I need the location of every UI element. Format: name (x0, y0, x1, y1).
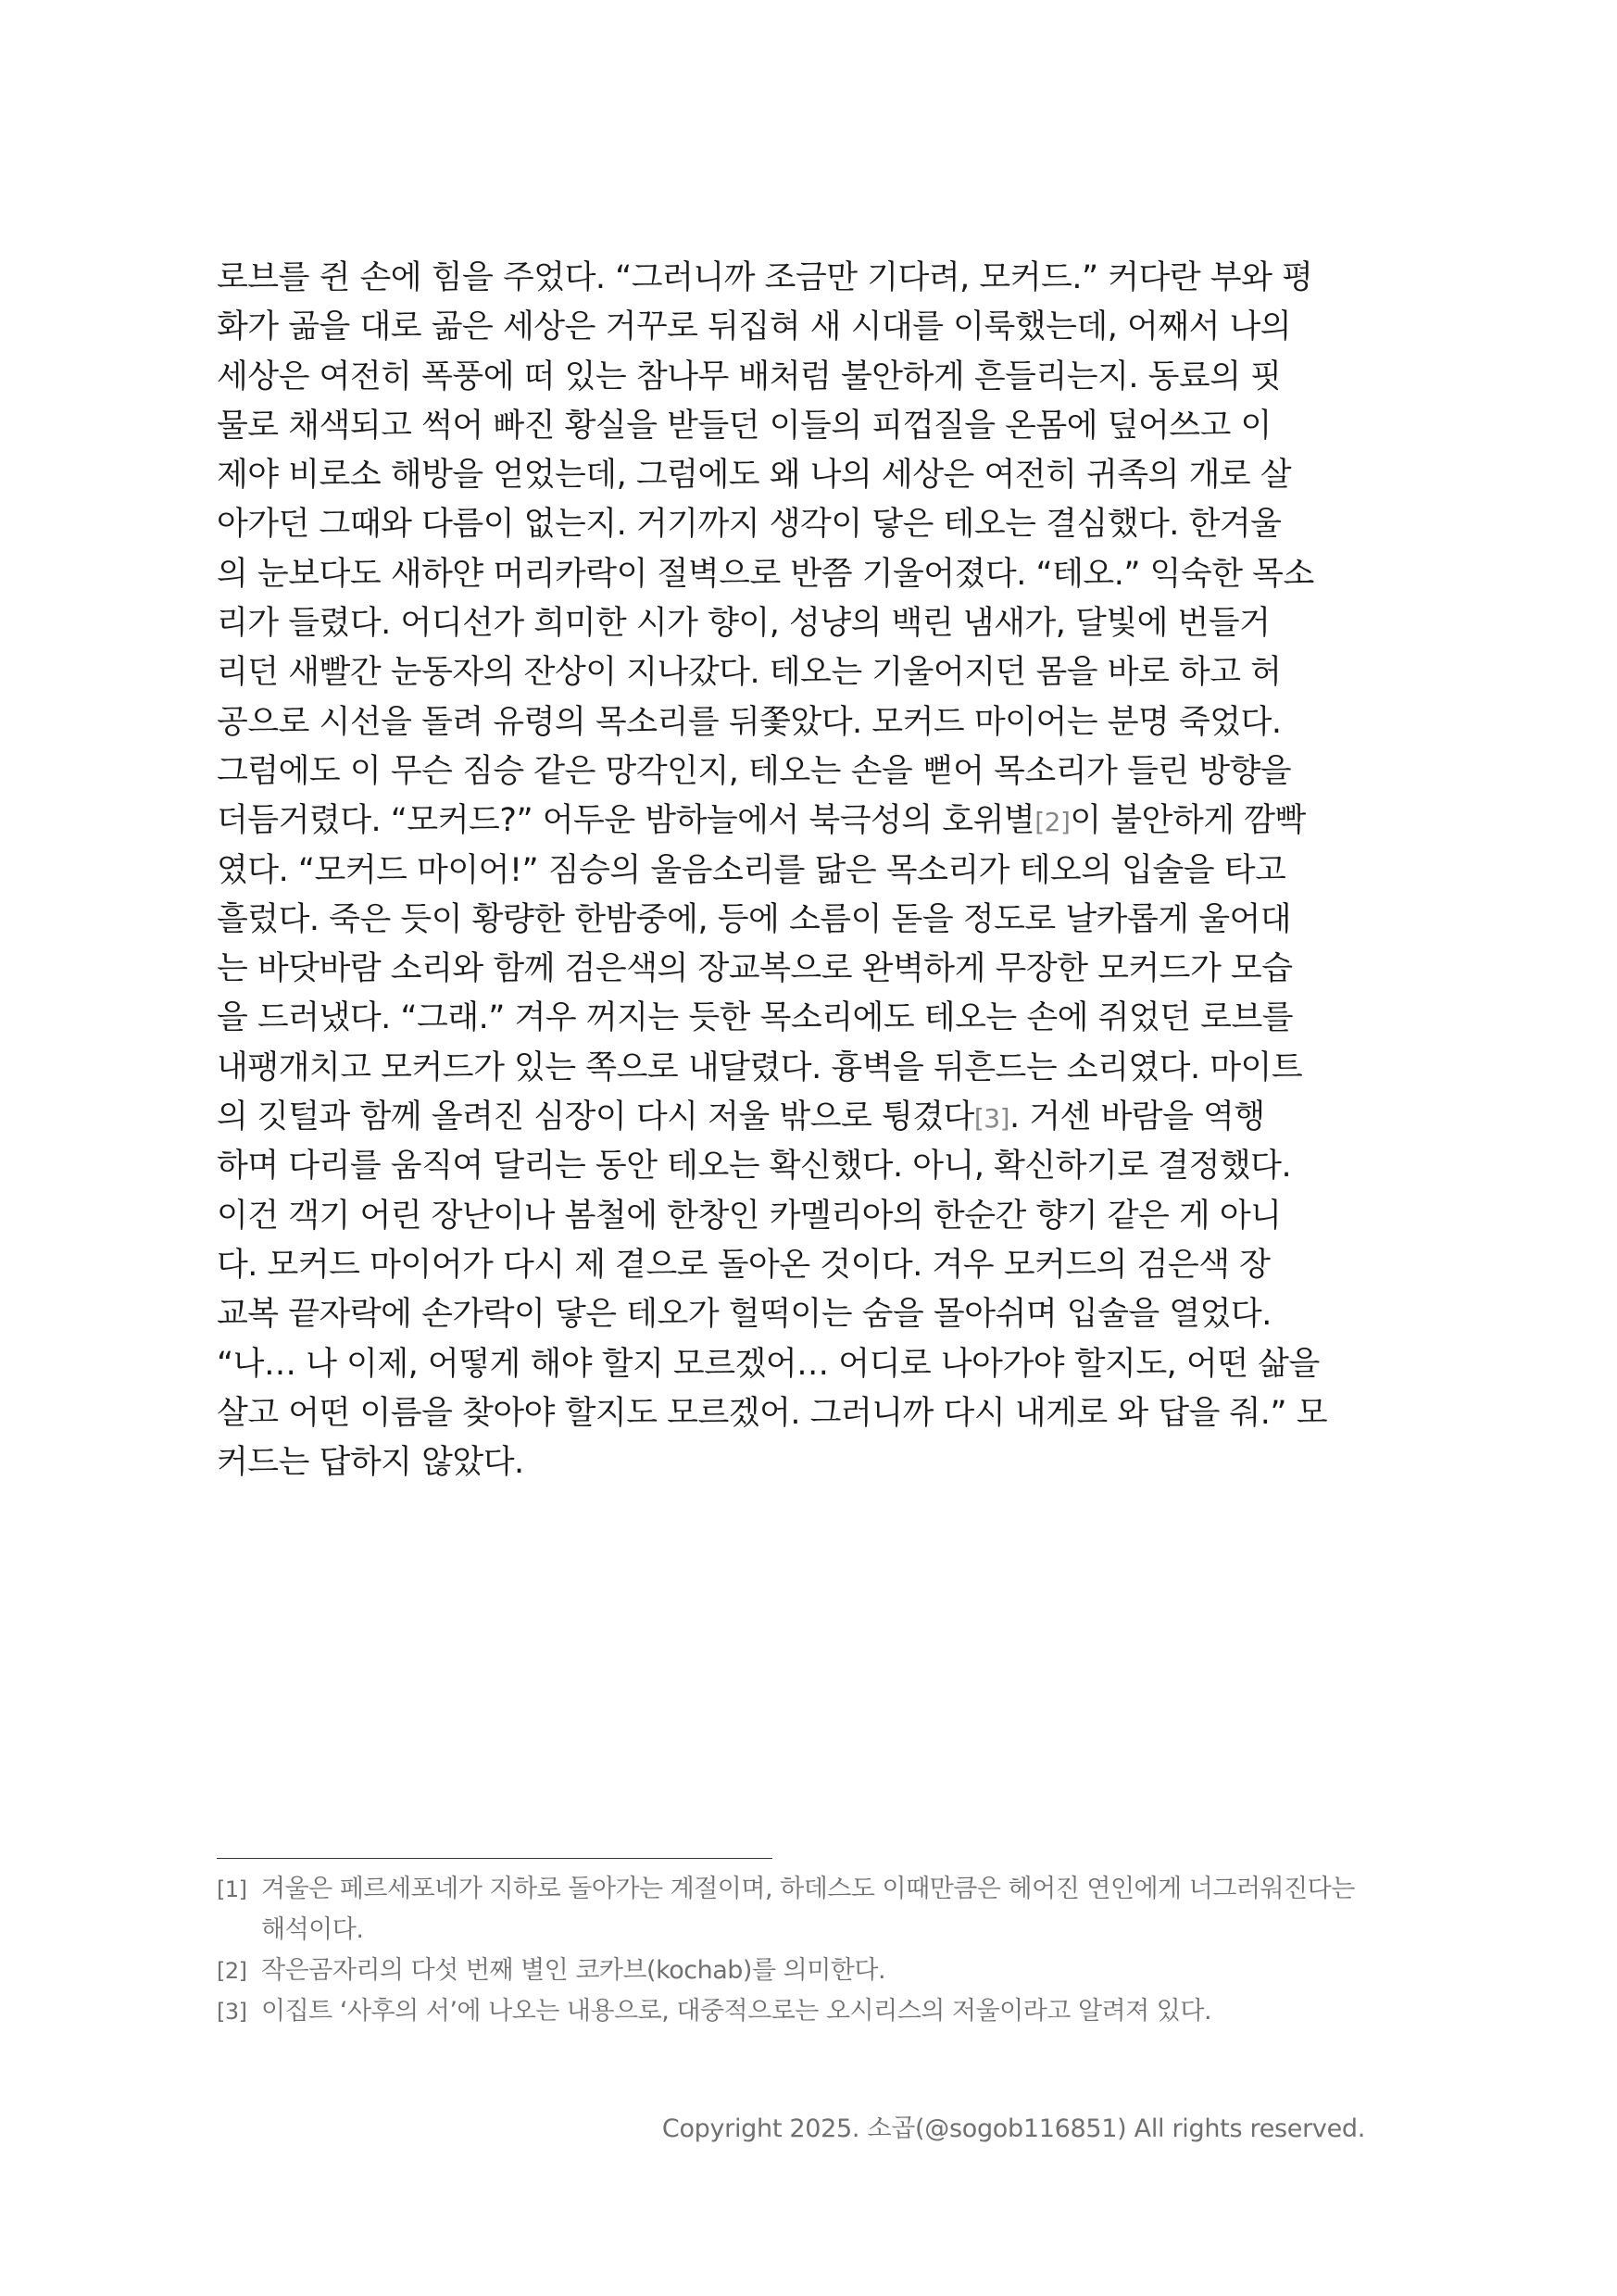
body-line-2: 화가 곪을 대로 곪은 세상은 거꾸로 뒤집혀 새 시대를 이룩했는데, 어째서 나의 (217, 308, 1292, 346)
body-line-3: 세상은 여전히 폭풍에 떠 있는 참나무 배처럼 불안하게 흔들리는지. 동료의 핏 (217, 358, 1282, 395)
body-line-10: 공으로 시선을 돌려 유령의 목소리를 뒤쫓았다. 모커드 마이어는 분명 죽었다. (217, 703, 1282, 741)
footnote-text: 겨울은 페르세포네가 지하로 돌아가는 계절이며, 하데스도 이때만큼은 헤어진 연인에게 너그러워진다는 해석이다. (261, 1875, 1355, 1944)
body-line-25: 커드는 답하지 않았다. (217, 1444, 524, 1482)
body-line-11: 그럼에도 이 무슨 짐승 같은 망각인지, 테오는 손을 뻗어 목소리가 들린 방향을 (217, 752, 1292, 790)
footnote-ref-3[interactable]: [3] (973, 1103, 1009, 1135)
body-line-8: 리가 들렸다. 어디선가 희미한 시가 향이, 성냥의 백린 냄새가, 달빛에 번들거 (217, 605, 1271, 643)
footnote-3 (217, 1991, 1365, 2032)
body-text (217, 254, 1365, 1487)
footnotes (217, 1869, 1365, 2032)
footnote-ref-2[interactable]: [2] (1034, 807, 1071, 838)
body-line-17: 내팽개치고 모커드가 있는 쪽으로 내달렸다. 흉벽을 뒤흔드는 소리였다. 마이트 (217, 1048, 1303, 1086)
footnote-number: [3] (217, 1999, 247, 2025)
body-line-1: 로브를 쥔 손에 힘을 주었다. “그러니까 조금만 기다려, 모커드.” 커다란 부와 평 (217, 259, 1313, 296)
body-line-15: 는 바닷바람 소리와 함께 검은색의 장교복으로 완벽하게 무장한 모커드가 모습 (217, 950, 1293, 988)
body-line-12-before: 더듬거렸다. “모커드?” 어두운 밤하늘에서 북극성의 호위별 (217, 802, 1035, 840)
body-line-9: 리던 새빨간 눈동자의 잔상이 지나갔다. 테오는 기울어지던 몸을 바로 하고 허 (217, 654, 1282, 692)
body-line-6: 아가던 그때와 다름이 없는지. 거기까지 생각이 닿은 테오는 결심했다. 한겨울 (217, 506, 1282, 544)
body-line-24: 살고 어떤 이름을 찾아야 할지도 모르겠어. 그러니까 다시 내게로 와 답을 줘.” 모 (217, 1394, 1328, 1432)
footnote-text: 이집트 ‘사후의 서’에 나오는 내용으로, 대중적으로는 오시리스의 저울이라고 알려져 있다. (261, 1997, 1212, 2026)
body-line-4: 물로 채색되고 썩어 빠진 황실을 받들던 이들의 피껍질을 온몸에 덮어쓰고 이 (217, 407, 1272, 445)
body-line-16: 을 드러냈다. “그래.” 겨우 꺼지는 듯한 목소리에도 테오는 손에 쥐었던 로브를 (217, 999, 1294, 1037)
body-line-12 (217, 797, 1365, 846)
footnote-text: 작은곰자리의 다섯 번째 별인 코카브(kochab)를 의미한다. (261, 1956, 886, 1985)
body-line-20: 이건 객기 어린 장난이나 봄철에 한창인 카멜리아의 한순간 향기 같은 게 아니 (217, 1197, 1282, 1235)
body-line-21: 다. 모커드 마이어가 다시 제 곁으로 돌아온 것이다. 겨우 모커드의 검은색 장 (217, 1246, 1271, 1284)
footnote-number: [1] (217, 1876, 247, 1902)
body-line-7: 의 눈보다도 새하얀 머리카락이 절벽으로 반쯤 기울어졌다. “테오.” 익숙한 목소 (217, 555, 1314, 593)
body-line-14: 흘렀다. 죽은 듯이 황량한 한밤중에, 등에 소름이 돋을 정도로 날카롭게 울어대 (217, 900, 1292, 938)
copyright-notice: Copyright 2025. 소곱(@sogob116851) All rights reserved. (661, 2114, 1365, 2143)
body-line-12-after: 이 불안하게 깜빡 (1070, 802, 1306, 840)
body-line-22: 교복 끝자락에 손가락이 닿은 테오가 헐떡이는 숨을 몰아쉬며 입술을 열었다. (217, 1296, 1272, 1334)
body-line-13: 였다. “모커드 마이어!” 짐승의 울음소리를 닮은 목소리가 테오의 입술을 타고 (217, 851, 1286, 889)
footnote-2 (217, 1951, 1365, 1991)
body-line-18-after: . 거센 바람을 역행 (1009, 1098, 1265, 1136)
footnote-divider (217, 1858, 772, 1859)
body-line-23: “나… 나 이제, 어떻게 해야 할지 모르겠어… 어디로 나아가야 할지도, 어떤 삶을 (217, 1345, 1320, 1383)
body-line-5: 제야 비로소 해방을 얻었는데, 그럼에도 왜 나의 세상은 여전히 귀족의 개로 살 (217, 457, 1292, 495)
body-line-18 (217, 1093, 1365, 1142)
footnote-number: [2] (217, 1958, 247, 1984)
body-line-19: 하며 다리를 움직여 달리는 동안 테오는 확신했다. 아니, 확신하기로 결정했다. (217, 1148, 1292, 1186)
body-line-18-before: 의 깃털과 함께 올려진 심장이 다시 저울 밖으로 튕겼다 (217, 1098, 974, 1136)
footnote-1 (217, 1869, 1365, 1951)
